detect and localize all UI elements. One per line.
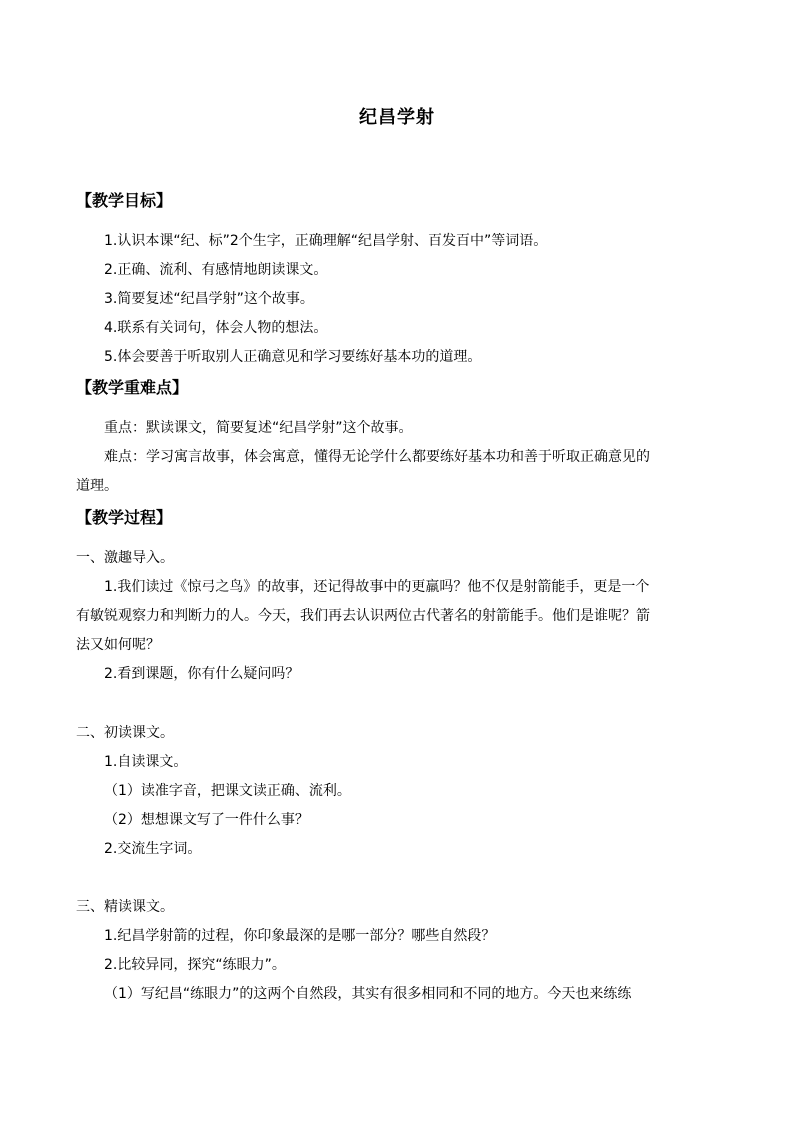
section-heading-process: 【教学过程】 (76, 508, 173, 527)
process-part-title: 一、激趣导入。 (76, 550, 174, 566)
goal-item: 2.正确、流利、有感情地朗读课文。 (104, 262, 328, 278)
process-line: 法又如何呢？ (76, 637, 160, 653)
key-point-line: 难点：学习寓言故事，体会寓意，懂得无论学什么都要练好基本功和善于听取正确意见的 (104, 449, 650, 465)
process-line: 1.纪昌学射箭的过程，你印象最深的是哪一部分？哪些自然段？ (104, 928, 496, 944)
process-line: 2.看到课题，你有什么疑问吗？ (104, 666, 300, 682)
goal-item: 1.认识本课“纪、标”2个生字，正确理解“纪昌学射、百发百中”等词语。 (104, 233, 548, 249)
process-line: （1）读准字音，把课文读正确、流利。 (104, 783, 351, 799)
key-point-line: 道理。 (76, 478, 118, 494)
process-line: （2）想想课文写了一件什么事？ (104, 812, 309, 828)
goal-item: 3.简要复述“纪昌学射”这个故事。 (104, 291, 314, 307)
process-line: 1.我们读过《惊弓之鸟》的故事，还记得故事中的更羸吗？他不仅是射箭能手，更是一个 (104, 579, 650, 595)
process-line: 1.自读课文。 (104, 754, 188, 770)
process-line: （1）写纪昌“练眼力”的这两个自然段，其实有很多相同和不同的地方。今天也来练练 (104, 986, 632, 1002)
process-part-title: 二、初读课文。 (76, 725, 174, 741)
goal-item: 4.联系有关词句，体会人物的想法。 (104, 320, 328, 336)
process-part-title: 三、精读课文。 (76, 899, 174, 915)
section-heading-key-points: 【教学重难点】 (76, 378, 189, 397)
process-line: 2.交流生字词。 (104, 841, 202, 857)
process-line: 有敏锐观察力和判断力的人。今天，我们再去认识两位古代著名的射箭能手。他们是谁呢？箭 (76, 608, 650, 624)
key-point-line: 重点：默读课文，简要复述“纪昌学射”这个故事。 (104, 420, 413, 436)
goal-item: 5.体会要善于听取别人正确意见和学习要练好基本功的道理。 (104, 349, 482, 365)
section-heading-goals: 【教学目标】 (76, 191, 173, 210)
document-title: 纪昌学射 (359, 107, 435, 128)
process-line: 2.比较异同，探究“练眼力”。 (104, 957, 286, 973)
